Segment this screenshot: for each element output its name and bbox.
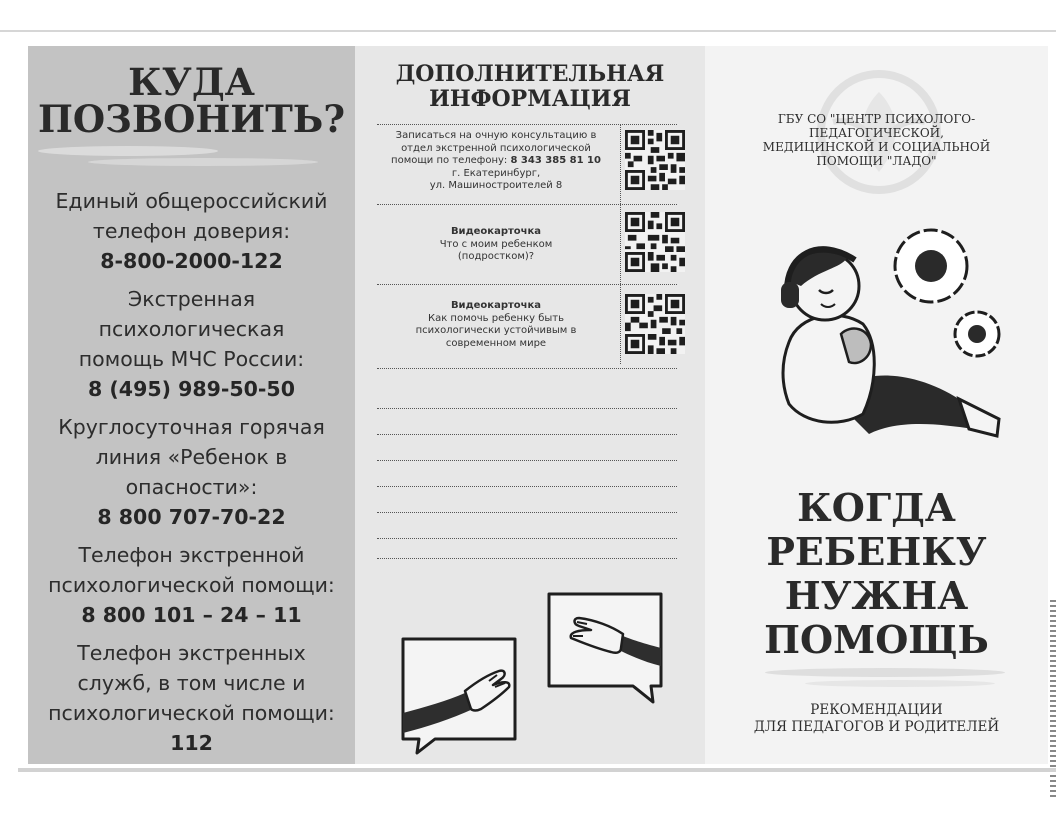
hotline-label	[28, 540, 355, 600]
panel-cover	[705, 46, 1048, 764]
where-to-call-title	[28, 60, 355, 141]
hotline-label-line: психологическая	[98, 317, 285, 341]
hotline-item	[28, 412, 355, 532]
video-card	[377, 226, 615, 264]
dotted-divider	[377, 284, 677, 285]
hotline-list	[28, 186, 355, 764]
dotted-divider	[377, 368, 677, 369]
blank-line	[377, 512, 677, 513]
reaching-hand-icon	[541, 586, 671, 716]
hotline-label-line: психологической помощи:	[48, 573, 335, 597]
blank-line	[377, 460, 677, 461]
hotline-phone: 8-800-2000-122	[100, 249, 283, 273]
info-line: г. Екатеринбург,	[451, 167, 541, 179]
hotline-label-line: Единый общероссийский	[55, 189, 328, 213]
flower-icon	[955, 312, 999, 356]
consultation-phone: 8 343 385 81 10	[510, 155, 601, 166]
info-line: (подростком)?	[457, 251, 535, 262]
brush-stroke	[805, 680, 995, 687]
hotline-item	[28, 638, 355, 758]
brush-stroke	[765, 668, 1005, 677]
hotline-label-line: линия «Ребенок в	[95, 445, 288, 469]
hotline-label-line: психологической помощи:	[48, 701, 335, 725]
hotline-phone: 8 800 707-70-22	[97, 505, 286, 529]
hotline-label-line: Экстренная	[127, 287, 256, 311]
qr-code-icon[interactable]	[625, 130, 685, 190]
info-line	[377, 155, 615, 168]
hotline-phone: 8 800 101 – 24 – 11	[81, 603, 302, 627]
hotline-item	[28, 540, 355, 630]
title-line: КОГДА	[797, 485, 956, 530]
blank-line	[377, 486, 677, 487]
title-line: ПОЗВОНИТЬ?	[37, 97, 346, 141]
org-line: ПЕДАГОГИЧЕСКОЙ,	[809, 126, 944, 140]
org-line: МЕДИЦИНСКОЙ И СОЦИАЛЬНОЙ	[762, 140, 991, 154]
scan-edge-bottom	[18, 768, 1056, 772]
hotline-item	[28, 186, 355, 276]
hotline-label	[28, 284, 355, 374]
panel-where-to-call	[28, 46, 355, 764]
brush-stroke	[38, 146, 218, 156]
info-line: психологически устойчивым в	[415, 325, 577, 336]
title-line: КУДА	[128, 60, 255, 104]
info-line: Записаться на очную консультацию в	[395, 130, 597, 141]
hotline-label-line: Круглосуточная горячая	[58, 415, 325, 439]
video-card-heading: Видеокарточка	[450, 300, 542, 311]
consultation-info	[377, 130, 615, 193]
title-line: ИНФОРМАЦИЯ	[429, 86, 631, 112]
video-card-heading: Видеокарточка	[450, 226, 542, 237]
qr-code-icon[interactable]	[625, 212, 685, 272]
title-line: ПОМОЩЬ	[764, 617, 989, 662]
title-line: РЕБЕНКУ	[766, 529, 987, 574]
organization-name	[705, 112, 1048, 168]
blank-line	[377, 538, 677, 539]
hotline-label-line: Телефон экстренной	[78, 543, 305, 567]
hotline-label	[28, 186, 355, 246]
info-line: Как помочь ребенку быть	[427, 312, 565, 324]
blank-line	[377, 558, 677, 559]
org-line: ГБУ СО "ЦЕНТР ПСИХОЛОГО-	[777, 112, 976, 126]
scan-edge-top	[0, 30, 1056, 32]
info-line: Что с моим ребенком	[439, 238, 553, 250]
hotline-label-line: помощь МЧС России:	[78, 347, 305, 371]
hotline-phone: 8 (495) 989-50-50	[88, 377, 295, 401]
flower-icon	[895, 230, 967, 302]
video-card	[377, 300, 615, 350]
org-line: ПОМОЩИ "ЛАДО"	[816, 154, 937, 168]
brochure-subtitle	[705, 702, 1048, 736]
subtitle-line: ДЛЯ ПЕДАГОГОВ И РОДИТЕЛЕЙ	[753, 719, 1000, 735]
info-line: современном мире	[445, 337, 547, 349]
title-line: НУЖНА	[784, 573, 969, 618]
qr-code-icon[interactable]	[625, 294, 685, 354]
dotted-divider	[377, 204, 677, 205]
brochure-title	[705, 486, 1048, 662]
brush-stroke	[88, 158, 318, 166]
additional-info-title	[355, 62, 705, 112]
hotline-label-line: Телефон экстренных	[77, 641, 306, 665]
info-line: отдел экстренной психологической	[401, 142, 591, 154]
info-line: ул. Машиностроителей 8	[429, 180, 563, 191]
hotline-label-line: опасности»:	[125, 475, 258, 499]
hotline-phone: 112	[170, 731, 213, 755]
hotline-item	[28, 284, 355, 404]
panel-additional-info	[355, 46, 705, 764]
info-text: помощи по телефону:	[391, 155, 511, 166]
reaching-hand-icon	[395, 631, 525, 761]
dotted-divider	[377, 124, 677, 125]
hotline-label	[28, 638, 355, 728]
subtitle-line: РЕКОМЕНДАЦИИ	[810, 702, 943, 718]
hotline-label-line: служб, в том числе и	[77, 671, 306, 695]
blank-line	[377, 434, 677, 435]
blank-line	[377, 408, 677, 409]
dotted-divider-vertical	[620, 124, 621, 364]
child-with-headphones-illustration	[759, 224, 1019, 474]
hotline-label-line: телефон доверия:	[92, 219, 291, 243]
title-line: ДОПОЛНИТЕЛЬНАЯ	[395, 61, 665, 87]
hotline-label	[28, 412, 355, 502]
